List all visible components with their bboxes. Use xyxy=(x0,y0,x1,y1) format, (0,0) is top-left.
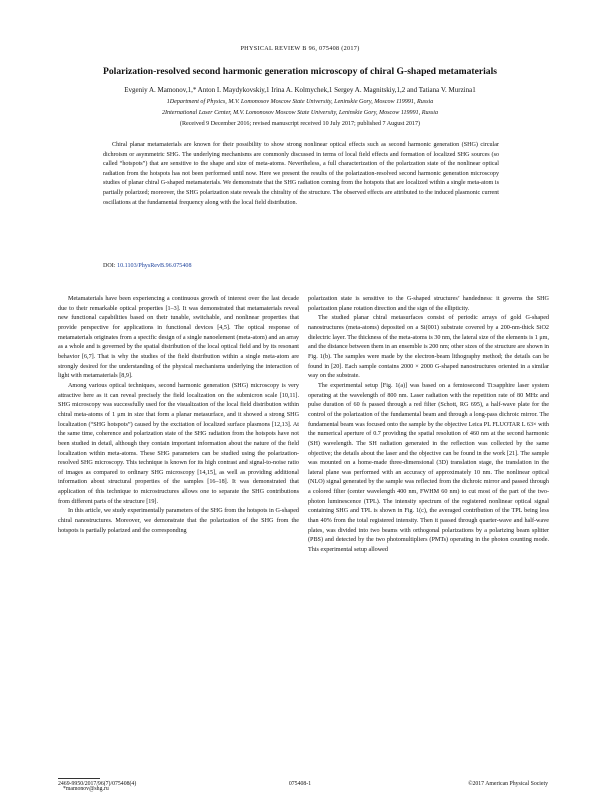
running-header: PHYSICAL REVIEW B 96, 075408 (2017) xyxy=(240,45,360,52)
doi-label: DOI: xyxy=(103,263,116,269)
body-column-right xyxy=(308,295,549,556)
footer-copyright: ©2017 American Physical Society xyxy=(468,781,548,787)
corresponding-author-email[interactable]: *mamonov@shg.ru xyxy=(63,786,109,792)
body-paragraph: In this article, we study experimentally parameters of the SHG from the hotspots in G-shaped chiral nanostructures. Moreover, we demonstrate that the polarization of the SHG from the hotspots is partially polarized and the corresponding xyxy=(58,508,299,534)
footer-page-number: 075408-1 xyxy=(288,781,312,787)
doi-link[interactable]: 10.1103/PhysRevB.96.075408 xyxy=(117,263,192,269)
abstract: Chiral planar metamaterials are known for their possibility to show strong nonlinear optical effects such as second harmonic generation (SHG) circular dichroism or asymmetric SHG. The underlying mechanisms are commonly discussed in terms of local field effects and formation of localized SHG sources (so called “hotspots”) that are sensitive to the shape and size of meta-atoms. Nevertheless, a full characterization of the polarization state of the nonlinear optical radiation from the hotspots has not been performed until now. Here we present the results of the polarization-resolved second harmonic generation microscopy studies of planar chiral G-shaped metamaterials. We demonstrate that the SHG radiation coming from the hotspots that are localized within a single meta-atom is partially polarized; moreover, the SHG polarization state reveals the chirality of the structure. The observed effects are attributed to the induced plasmonic current oscillations at the fundamental frequency along with the local field distribution. xyxy=(103,142,499,206)
body-paragraph: polarization state is sensitive to the G-shaped structures’ handedness: it governs the SHG polarization plane rotation direction and the sign of the ellipticity. xyxy=(308,296,549,312)
footer-issn: 2469-9950/2017/96(7)/075408(4) xyxy=(58,781,137,787)
body-paragraph: Metamaterials have been experiencing a continuous growth of interest over the last decade due to their remarkable optical properties [1–3]. It was demonstrated that metamaterials reveal new functional capabilities based on their tunable, switchable, and nonlinear properties that provide perspective for applications in functional devices [4,5]. The optical response of metamaterials originates from a specific design of a single nanoelement (meta-atom) and an array as a whole and is governed by the spatial distribution of the local optical field and by its resonant behavior [6,7]. That is why the studies of the field distribution within a single meta-atom are strongly desired for the understanding of the physical mechanisms underlying the interaction of light with metamaterials [8,9]. xyxy=(58,296,299,380)
affiliation-2: 2International Laser Center, M.V. Lomonosov Moscow State University, Leninskie Gory, Moscow 119991, Russia xyxy=(161,110,438,116)
author-list: Evgeniy A. Mamonov,1,* Anton I. Maydykovskiy,1 Irina A. Kolmychek,1 Sergey A. Magnitskiy,1,2 and Tatiana V. Murzina1 xyxy=(124,86,476,94)
body-paragraph: The experimental setup [Fig. 1(a)] was based on a femtosecond Ti:sapphire laser system operating at the wavelength of 800 nm. Laser radiation with the repetition rate of 80 MHz and pulse duration of 60 fs passed through a red filter (Schott, RG 695), a half-wave plate for the control of the polarization of the fundamental beam and through a long-pass dichroic mirror. The fundamental beam was focused onto the sample by the objective Leica PL FLUOTAR L 63× with the numerical aperture of 0.7 providing the spatial resolution of 460 nm at the second harmonic (SH) wavelength. The SH radiation generated in the reflection was collected by the same objective; the details about the laser and the objective can be found in the work [21]. The sample was mounted on a home-made three-dimensional (3D) translation stage, the translation in the lateral plane was performed with an accuracy of approximately 10 nm. The nonlinear optical (NLO) signal generated by the sample was reflected from the dichroic mirror and passed through a colored filter (center wavelength 400 nm, FWHM 60 nm) to cut most of the part of the two-photon luminescence (TPL). The intensity spectrum of the registered nonlinear optical signal containing SHG and TPL is shown in Fig. 1(c), the averaged contribution of the TPL being less than 40% from the total registered intensity. Then it passed through quarter-wave and half-wave plates, was divided into two beams with orthogonal polarizations by a polarizing beam splitter (PBS) and detected by the two photomultipliers (PMTs) operating in the photon counting mode. This experimental setup allowed xyxy=(308,382,549,554)
footnote-divider xyxy=(58,778,100,779)
body-column-left xyxy=(58,295,299,536)
doi-line xyxy=(103,263,192,269)
received-dates: (Received 9 December 2016; revised manuscript received 10 July 2017; published 7 August 2017) xyxy=(179,121,421,127)
affiliation-1: 1Department of Physics, M.V. Lomonosov Moscow State University, Leninskie Gory, Moscow 119991, Russia xyxy=(166,99,434,105)
body-paragraph: The studied planar chiral metasurfaces consist of periodic arrays of gold G-shaped nanostructures (meta-atoms) deposited on a Si(001) substrate covered by a 200-nm-thick SiO2 dielectric layer. The thickness of the meta-atoms is 30 nm, the lateral size of the elements is 1 μm, and the distance between them in an ensemble is 200 nm; other sizes of the structure are shown in Fig. 1(b). The samples were made by the electron-beam lithography method; the details can be found in [20]. Each sample contains 2000 × 2000 G-shaped nanostructures oriented in a similar way on the substrate. xyxy=(308,315,549,380)
body-paragraph: Among various optical techniques, second harmonic generation (SHG) microscopy is very attractive here as it can reveal precisely the field localization on the submicron scale [10,11]. SHG microscopy was successfully used for the visualization of the local field distribution within chiral meta-atoms of 1 μm in size that form a planar metasurface, and it showed a strong SHG localization (“SHG hotspots”) caused by the excitation of localized surface plasmons [12,13]. At the same time, coherence and polarization state of the SHG radiation from the hotspots have not been studied in detail, although they contain important information about the nature of the field localization within meta-atoms. These SHG parameters can be studied using the polarization-resolved SHG microscopy. This technique is known for its high contrast and signal-to-noise ratio of images as compared to ordinary SHG microscopy [14,15], as well as providing additional information about structural properties of the samples [16–18]. It was demonstrated that application of this technique to microstructures allows one to separate the SHG contributions from different parts of the structure [19]. xyxy=(58,382,299,505)
paper-title: Polarization-resolved second harmonic generation microscopy of chiral G-shaped metamaterials xyxy=(103,66,497,77)
